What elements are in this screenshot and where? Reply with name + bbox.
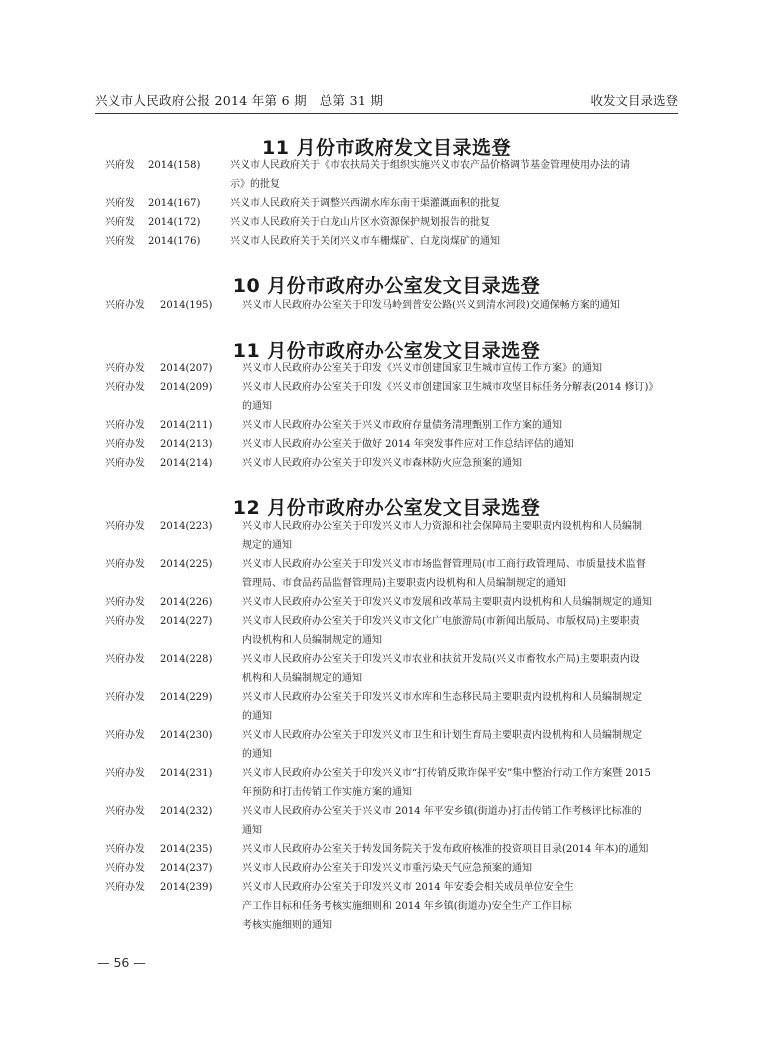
doc-type: 兴府办发 [105,806,145,817]
doc-title: 兴义市人民政府办公室关于做好 2014 年突发事件应对工作总结评估的通知 [242,439,574,450]
doc-type: 兴府办发 [105,458,145,469]
section-title: 10 月份市政府办公室发文目录选登 [232,275,541,297]
list-item [105,213,675,232]
doc-number: 2014(229) [160,692,213,703]
doc-title: 兴义市人民政府办公室关于转发国务院关于发布政府核准的投资项目目录(2014 年本)的通知 [242,844,649,855]
doc-number: 2014(230) [160,730,213,741]
list-item [105,156,675,194]
doc-type: 兴府办发 [105,768,145,779]
doc-title: 兴义市人民政府关于调整兴西湖水库东南干渠灌溉面积的批复 [230,198,500,209]
doc-number: 2014(235) [160,844,213,855]
doc-title: 兴义市人民政府办公室关于印发兴义市 2014 年安委会相关成员单位安全生 产工作目标和任务考核实施细则和 2014 年乡镇(街道办)安全生产工作目标 考核实施细则的通知 [242,882,574,931]
doc-number: 2014(195) [160,300,213,311]
gazette-issue-title: 兴义市人民政府公报 2014 年第 6 期 总第 31 期 [95,93,384,108]
list-item [105,650,675,688]
doc-type: 兴府办发 [105,420,145,431]
doc-type: 兴府办发 [105,654,145,665]
doc-number: 2014(172) [148,217,201,228]
doc-title: 兴义市人民政府办公室关于印发《兴义市创建国家卫生城市宣传工作方案》的通知 [242,363,602,374]
doc-type: 兴府发 [105,160,135,171]
doc-title: 兴义市人民政府办公室关于印发兴义市重污染天气应急预案的通知 [242,863,532,874]
section-name: 收发文目录选登 [590,93,678,108]
list-item [105,878,675,935]
doc-type: 兴府办发 [105,730,145,741]
document-list [105,296,675,315]
doc-type: 兴府办发 [105,882,145,893]
doc-type: 兴府办发 [105,844,145,855]
doc-number: 2014(237) [160,863,213,874]
doc-type: 兴府办发 [105,382,145,393]
doc-number: 2014(167) [148,198,201,209]
section-title: 11 月份市政府发文目录选登 [261,137,512,159]
doc-title: 兴义市人民政府办公室关于兴义市政府存量债务清理甄别工作方案的通知 [242,420,562,431]
doc-title: 兴义市人民政府办公室关于印发《兴义市创建国家卫生城市攻坚目标任务分解表(2014 修订)》 的通知 [242,382,659,412]
doc-title: 兴义市人民政府办公室关于印发兴义市市场监督管理局(市工商行政管理局、市质量技术监督 管理局、市食品药品监督管理局)主要职责内设机构和人员编制规定的通知 [242,559,646,589]
doc-number: 2014(223) [160,521,213,532]
doc-number: 2014(232) [160,806,213,817]
doc-title: 兴义市人民政府关于《市农扶局关于组织实施兴义市农产品价格调节基金管理使用办法的请 示》的批复 [230,160,630,190]
list-item [105,194,675,213]
doc-number: 2014(209) [160,382,213,393]
list-item [105,435,675,454]
section-title: 11 月份市政府办公室发文目录选登 [232,340,541,362]
section-title: 12 月份市政府办公室发文目录选登 [232,497,541,519]
list-item [105,378,675,416]
doc-title: 兴义市人民政府办公室关于印发兴义市发展和改革局主要职责内设机构和人员编制规定的通知 [242,597,652,608]
document-list [105,156,675,251]
document-list [105,517,675,935]
list-item [105,840,675,859]
doc-number: 2014(158) [148,160,201,171]
doc-title: 兴义市人民政府办公室关于兴义市 2014 年平安乡镇(街道办)打击传销工作考核评比标准的 通知 [242,806,642,836]
list-item [105,359,675,378]
doc-type: 兴府办发 [105,300,145,311]
list-item [105,688,675,726]
doc-type: 兴府办发 [105,692,145,703]
doc-type: 兴府办发 [105,559,145,570]
doc-title: 兴义市人民政府关于白龙山片区水资源保护规划报告的批复 [230,217,490,228]
doc-title: 兴义市人民政府办公室关于印发兴义市卫生和计划生育局主要职责内设机构和人员编制规定 的通知 [242,730,642,760]
page-header [95,90,678,114]
list-item [105,612,675,650]
doc-type: 兴府办发 [105,863,145,874]
doc-title: 兴义市人民政府办公室关于印发兴义市人力资源和社会保障局主要职责内设机构和人员编制 规定的通知 [242,521,642,551]
doc-number: 2014(228) [160,654,213,665]
list-item [105,726,675,764]
doc-title: 兴义市人民政府办公室关于印发兴义市“打传销反欺诈保平安”集中整治行动工作方案暨 2015 年预防和打击传销工作实施方案的通知 [242,768,651,798]
doc-type: 兴府办发 [105,597,145,608]
doc-type: 兴府发 [105,217,135,228]
doc-type: 兴府办发 [105,439,145,450]
list-item [105,593,675,612]
list-item [105,232,675,251]
doc-number: 2014(239) [160,882,213,893]
doc-number: 2014(231) [160,768,213,779]
list-item [105,454,675,473]
list-item [105,859,675,878]
doc-title: 兴义市人民政府办公室关于印发兴义市文化广电旅游局(市新闻出版局、市版权局)主要职责 内设机构和人员编制规定的通知 [242,616,640,646]
doc-number: 2014(225) [160,559,213,570]
doc-number: 2014(207) [160,363,213,374]
doc-number: 2014(213) [160,439,213,450]
list-item [105,555,675,593]
doc-type: 兴府发 [105,236,135,247]
doc-title: 兴义市人民政府办公室关于印发兴义市农业和扶贫开发局(兴义市畜牧水产局)主要职责内设 机构和人员编制规定的通知 [242,654,640,684]
list-item [105,764,675,802]
doc-number: 2014(211) [160,420,213,431]
document-list [105,359,675,473]
doc-type: 兴府办发 [105,363,145,374]
list-item [105,416,675,435]
doc-number: 2014(214) [160,458,213,469]
doc-number: 2014(226) [160,597,213,608]
doc-number: 2014(176) [148,236,201,247]
page-number: — 56 — [97,955,146,970]
doc-number: 2014(227) [160,616,213,627]
doc-title: 兴义市人民政府办公室关于印发兴义市水库和生态移民局主要职责内设机构和人员编制规定 的通知 [242,692,642,722]
doc-type: 兴府发 [105,198,135,209]
list-item [105,296,675,315]
doc-title: 兴义市人民政府关于关闭兴义市车栅煤矿、白龙岗煤矿的通知 [230,236,500,247]
doc-title: 兴义市人民政府办公室关于印发兴义市森林防火应急预案的通知 [242,458,522,469]
doc-type: 兴府办发 [105,616,145,627]
list-item [105,517,675,555]
doc-type: 兴府办发 [105,521,145,532]
list-item [105,802,675,840]
doc-title: 兴义市人民政府办公室关于印发马岭到普安公路(兴义到清水河段)交通保畅方案的通知 [242,300,620,311]
